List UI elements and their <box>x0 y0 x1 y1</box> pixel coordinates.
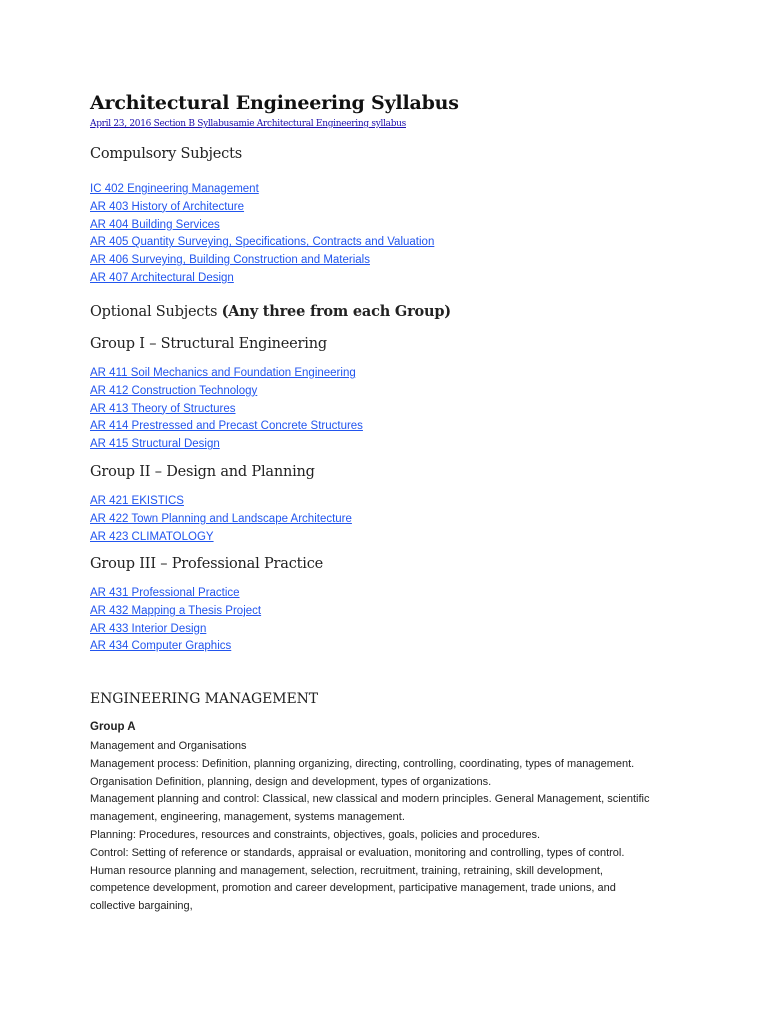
group-i-heading: Group I – Structural Engineering <box>90 336 327 352</box>
list-item <box>90 638 261 656</box>
subject-link[interactable]: IC 402 Engineering Management <box>90 183 259 195</box>
subject-link[interactable]: AR 406 Surveying, Building Construction and Materials <box>90 254 370 267</box>
subject-link[interactable]: AR 433 Interior Design <box>90 622 207 635</box>
list-item <box>90 511 352 529</box>
compulsory-list <box>90 181 434 288</box>
body-line: competence development, promotion and career development, participative management, trade unions, and <box>90 882 616 895</box>
body-line: Management process: Definition, planning organizing, directing, controlling, coordinating, types of management. <box>90 757 635 770</box>
subject-link[interactable]: AR 415 Structural Design <box>90 438 220 451</box>
post-meta-link[interactable]: April 23, 2016 Section B Syllabusamie Architectural Engineering syllabus <box>90 119 406 129</box>
subject-link[interactable]: AR 403 History of Architecture <box>90 200 245 213</box>
body-line: Organisation Definition, planning, design and development, types of organizations. <box>90 775 492 788</box>
subject-link[interactable]: AR 421 EKISTICS <box>90 495 184 507</box>
list-item <box>90 436 363 454</box>
subject-link[interactable]: AR 411 Soil Mechanics and Foundation Engineering <box>90 367 356 379</box>
group-ii-list <box>90 493 352 546</box>
body-line: Planning: Procedures, resources and constraints, objectives, goals, policies and procedures. <box>90 828 541 841</box>
list-item <box>90 585 261 603</box>
subject-link[interactable]: AR 405 Quantity Surveying, Specifications, Contracts and Valuation <box>90 236 435 249</box>
body-line: Control: Setting of reference or standards, appraisal or evaluation, monitoring and controlling, types of control. <box>90 846 625 859</box>
list-item <box>90 181 434 199</box>
engineering-management-heading: ENGINEERING MANAGEMENT <box>90 691 318 707</box>
list-item <box>90 401 363 419</box>
subject-link[interactable]: AR 412 Construction Technology <box>90 384 258 397</box>
group-a-label: Group A <box>90 721 136 733</box>
list-item <box>90 217 434 235</box>
list-item <box>90 621 261 639</box>
group-iii-list <box>90 585 261 656</box>
compulsory-heading: Compulsory Subjects <box>90 146 242 162</box>
optional-heading-note: (Any three from each Group) <box>221 303 451 320</box>
list-item <box>90 365 363 383</box>
subject-link[interactable]: AR 407 Architectural Design <box>90 271 234 284</box>
subject-link[interactable]: AR 423 CLIMATOLOGY <box>90 530 214 543</box>
body-line: Management and Organisations <box>90 740 247 752</box>
list-item <box>90 252 434 270</box>
list-item <box>90 418 363 436</box>
engineering-management-body <box>90 738 680 916</box>
list-item <box>90 603 261 621</box>
list-item <box>90 234 434 252</box>
body-line: collective bargaining, <box>90 900 193 913</box>
list-item <box>90 383 363 401</box>
subject-link[interactable]: AR 414 Prestressed and Precast Concrete Structures <box>90 420 363 433</box>
list-item <box>90 493 352 511</box>
subject-link[interactable]: AR 422 Town Planning and Landscape Architecture <box>90 512 352 525</box>
list-item <box>90 529 352 547</box>
subject-link[interactable]: AR 404 Building Services <box>90 218 220 231</box>
optional-heading <box>90 303 451 320</box>
group-ii-heading: Group II – Design and Planning <box>90 464 315 480</box>
body-line: Human resource planning and management, selection, recruitment, training, retraining, skill development, <box>90 864 603 877</box>
list-item <box>90 199 434 217</box>
subject-link[interactable]: AR 431 Professional Practice <box>90 587 240 599</box>
group-iii-heading: Group III – Professional Practice <box>90 556 323 572</box>
subject-link[interactable]: AR 432 Mapping a Thesis Project <box>90 604 262 617</box>
group-i-list <box>90 365 363 454</box>
body-line: Management planning and control: Classical, new classical and modern principles. General Management, scientific <box>90 793 650 806</box>
subject-link[interactable]: AR 413 Theory of Structures <box>90 402 236 415</box>
subject-link[interactable]: AR 434 Computer Graphics <box>90 640 232 653</box>
optional-heading-label: Optional Subjects <box>90 304 218 320</box>
body-line: management, engineering, management, systems management. <box>90 811 405 824</box>
list-item <box>90 270 434 288</box>
page-title: Architectural Engineering Syllabus <box>90 92 459 114</box>
